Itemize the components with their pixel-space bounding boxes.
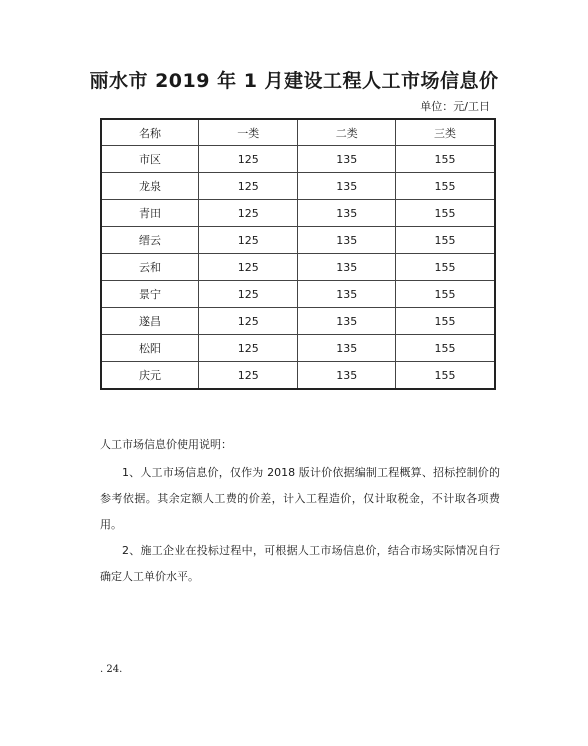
cell-class-3: 155	[395, 146, 495, 173]
usage-notes	[100, 432, 500, 590]
table-row	[101, 335, 495, 362]
cell-region: 遂昌	[101, 308, 198, 335]
cell-class-3: 155	[395, 227, 495, 254]
cell-class-1: 125	[198, 281, 298, 308]
cell-class-1: 125	[198, 146, 298, 173]
note-item-1: 1、人工市场信息价，仅作为 2018 版计价依据编制工程概算、招标控制价的参考依据。其余定额人工费的价差，计入工程造价，仅计取税金，不计取各项费用。	[100, 466, 500, 531]
table-row	[101, 146, 495, 173]
header-class-2: 二类	[298, 119, 396, 146]
cell-class-1: 125	[198, 227, 298, 254]
cell-class-1: 125	[198, 362, 298, 390]
cell-class-1: 125	[198, 308, 298, 335]
cell-region: 缙云	[101, 227, 198, 254]
cell-class-3: 155	[395, 200, 495, 227]
cell-class-2: 135	[298, 173, 396, 200]
table-row	[101, 281, 495, 308]
table-row	[101, 173, 495, 200]
cell-class-2: 135	[298, 308, 396, 335]
cell-class-2: 135	[298, 227, 396, 254]
cell-class-2: 135	[298, 362, 396, 390]
cell-class-2: 135	[298, 254, 396, 281]
cell-class-3: 155	[395, 281, 495, 308]
cell-class-3: 155	[395, 362, 495, 390]
cell-class-1: 125	[198, 200, 298, 227]
page-title: 丽水市 2019 年 1 月建设工程人工市场信息价	[89, 70, 499, 92]
cell-class-1: 125	[198, 254, 298, 281]
cell-class-2: 135	[298, 281, 396, 308]
cell-region: 云和	[101, 254, 198, 281]
cell-class-2: 135	[298, 146, 396, 173]
cell-class-1: 125	[198, 335, 298, 362]
page-number: . 24.	[100, 664, 123, 675]
cell-region: 青田	[101, 200, 198, 227]
cell-class-3: 155	[395, 308, 495, 335]
table-row	[101, 254, 495, 281]
table-row	[101, 362, 495, 390]
table-row	[101, 200, 495, 227]
cell-class-2: 135	[298, 335, 396, 362]
unit-label: 单位：元/工日	[420, 100, 490, 113]
cell-region: 市区	[101, 146, 198, 173]
cell-class-3: 155	[395, 173, 495, 200]
note-item-2: 2、施工企业在投标过程中，可根据人工市场信息价，结合市场实际情况自行确定人工单价水平。	[100, 544, 500, 583]
cell-region: 景宁	[101, 281, 198, 308]
table-header-row	[101, 119, 495, 146]
price-table	[100, 118, 496, 390]
cell-region: 庆元	[101, 362, 198, 390]
cell-region: 松阳	[101, 335, 198, 362]
cell-class-3: 155	[395, 335, 495, 362]
header-class-1: 一类	[198, 119, 298, 146]
table-row	[101, 227, 495, 254]
header-class-3: 三类	[395, 119, 495, 146]
cell-region: 龙泉	[101, 173, 198, 200]
notes-heading: 人工市场信息价使用说明：	[100, 438, 232, 451]
cell-class-3: 155	[395, 254, 495, 281]
cell-class-1: 125	[198, 173, 298, 200]
header-name: 名称	[101, 119, 198, 146]
cell-class-2: 135	[298, 200, 396, 227]
table-row	[101, 308, 495, 335]
